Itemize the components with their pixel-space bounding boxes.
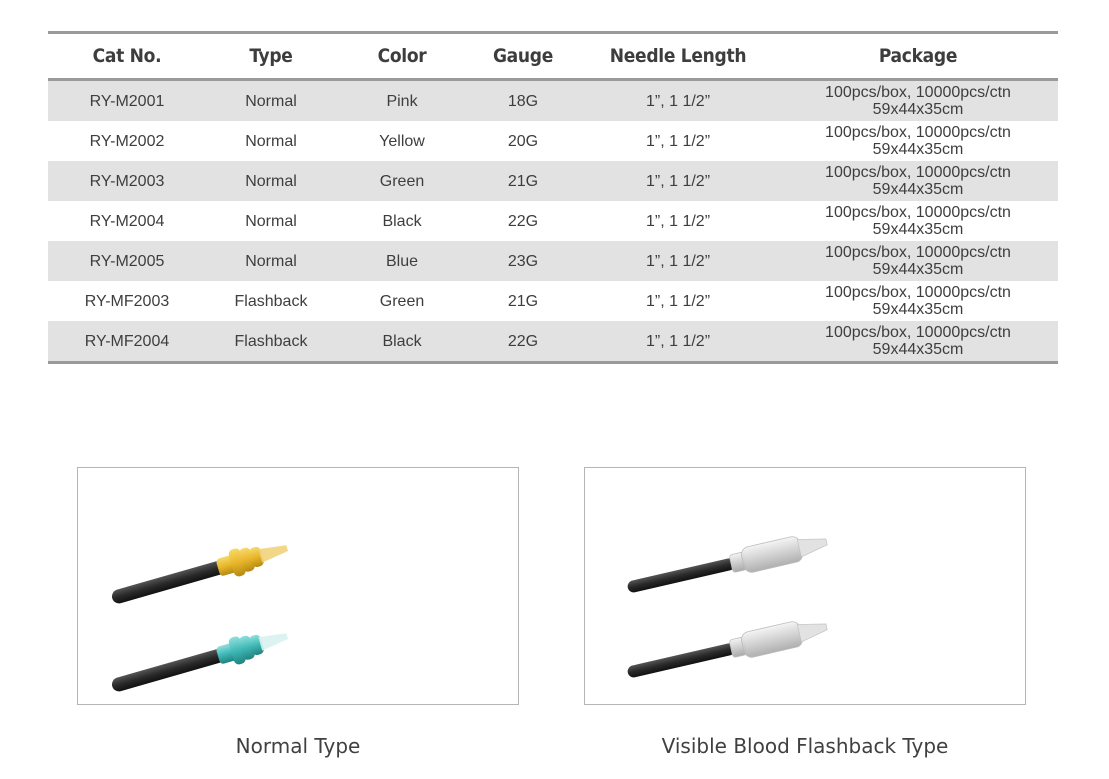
cell-gauge: 18G xyxy=(468,80,578,122)
cell-package xyxy=(778,161,1058,201)
cell-color: Green xyxy=(336,161,468,201)
header-color: Color xyxy=(336,33,468,80)
package-line-1: 100pcs/box, 10000pcs/ctn xyxy=(825,204,1011,221)
cell-gauge: 23G xyxy=(468,241,578,281)
cell-needle-length: 1”, 1 1/2” xyxy=(645,212,711,230)
cell-needle-length: 1”, 1 1/2” xyxy=(645,292,711,310)
cell-cat-no: RY-MF2003 xyxy=(84,292,170,310)
cell-gauge: 21G xyxy=(507,292,539,310)
package-line-2: 59x44x35cm xyxy=(872,181,964,198)
cell-cat-no: RY-M2004 xyxy=(89,212,165,230)
header-row xyxy=(48,33,1058,80)
table-row xyxy=(48,241,1058,281)
package-line-2: 59x44x35cm xyxy=(872,301,964,318)
normal-type-photo xyxy=(77,467,519,705)
needle-flashback-lower xyxy=(625,575,1001,686)
cell-cat-no: RY-M2002 xyxy=(89,132,165,150)
cell-type: Normal xyxy=(206,241,336,281)
spec-table xyxy=(48,31,1058,364)
cell-gauge: 22G xyxy=(507,212,539,230)
table-row xyxy=(48,321,1058,363)
package-line-1: 100pcs/box, 10000pcs/ctn xyxy=(825,244,1011,261)
cell-cat-no: RY-M2005 xyxy=(48,241,206,281)
table-row xyxy=(48,121,1058,161)
cell-gauge: 20G xyxy=(507,132,539,150)
cell-cat-no: RY-MF2004 xyxy=(48,321,206,363)
cell-type: Flashback xyxy=(206,321,336,363)
package-line-2: 59x44x35cm xyxy=(872,261,964,278)
cell-color: Black xyxy=(336,321,468,363)
package-line-1: 100pcs/box, 10000pcs/ctn xyxy=(825,164,1011,181)
cell-package xyxy=(778,321,1058,363)
cell-needle-length: 1”, 1 1/2” xyxy=(578,80,778,122)
package-line-1: 100pcs/box, 10000pcs/ctn xyxy=(825,324,1011,341)
cell-color: Yellow xyxy=(379,132,425,150)
cell-needle-length: 1”, 1 1/2” xyxy=(578,321,778,363)
cell-package xyxy=(778,121,1058,161)
table-row xyxy=(48,161,1058,201)
cell-gauge: 22G xyxy=(468,321,578,363)
package-line-1: 100pcs/box, 10000pcs/ctn xyxy=(825,124,1011,141)
cell-type: Normal xyxy=(245,212,297,230)
cell-gauge: 21G xyxy=(468,161,578,201)
header-package: Package xyxy=(778,33,1058,80)
cell-type: Normal xyxy=(206,161,336,201)
package-line-2: 59x44x35cm xyxy=(872,141,964,158)
header-needle-length: Needle Length xyxy=(578,33,778,80)
table-row xyxy=(48,281,1058,321)
package-line-1: 100pcs/box, 10000pcs/ctn xyxy=(825,84,1011,101)
cell-type: Normal xyxy=(206,80,336,122)
cell-package xyxy=(778,281,1058,321)
cell-cat-no: RY-M2003 xyxy=(48,161,206,201)
cell-type: Flashback xyxy=(234,292,308,310)
cell-needle-length: 1”, 1 1/2” xyxy=(645,132,711,150)
table-row xyxy=(48,80,1058,122)
cell-package xyxy=(778,201,1058,241)
flashback-needles-illustration xyxy=(585,468,1025,704)
package-line-1: 100pcs/box, 10000pcs/ctn xyxy=(825,284,1011,301)
header-gauge: Gauge xyxy=(468,33,578,80)
cell-type: Normal xyxy=(245,132,297,150)
cell-needle-length: 1”, 1 1/2” xyxy=(578,161,778,201)
cell-color: Green xyxy=(379,292,425,310)
table-row xyxy=(48,201,1058,241)
cell-needle-length: 1”, 1 1/2” xyxy=(578,241,778,281)
header-type: Type xyxy=(206,33,336,80)
header-cat-no: Cat No. xyxy=(48,33,206,80)
package-line-2: 59x44x35cm xyxy=(872,221,964,238)
cell-color: Black xyxy=(382,212,422,230)
cell-package xyxy=(778,80,1058,122)
cell-color: Pink xyxy=(336,80,468,122)
cell-package xyxy=(778,241,1058,281)
cell-color: Blue xyxy=(336,241,468,281)
normal-needles-illustration xyxy=(78,468,518,704)
cell-cat-no: RY-M2001 xyxy=(48,80,206,122)
package-line-2: 59x44x35cm xyxy=(872,101,964,118)
flashback-type-caption: Visible Blood Flashback Type xyxy=(661,734,949,758)
flashback-type-photo xyxy=(584,467,1026,705)
needle-flashback-upper xyxy=(625,490,1001,601)
normal-type-caption: Normal Type xyxy=(235,734,361,758)
package-line-2: 59x44x35cm xyxy=(872,341,964,358)
